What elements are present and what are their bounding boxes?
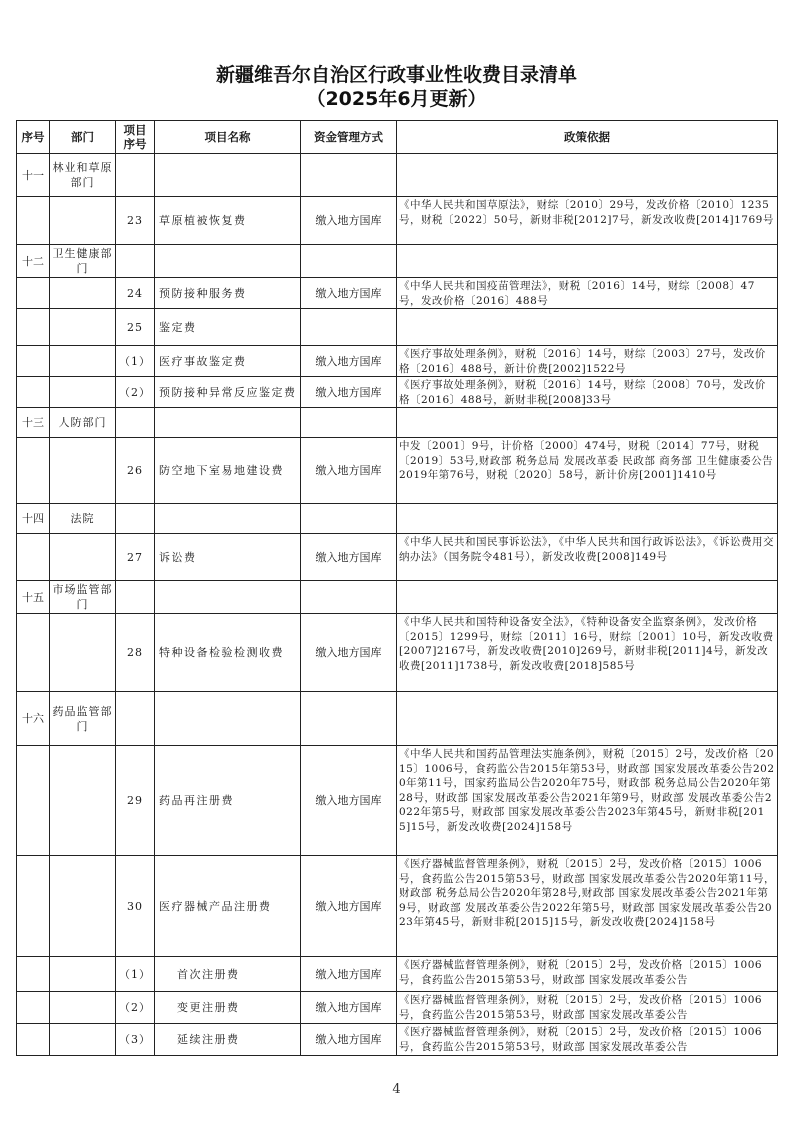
cell-dept xyxy=(50,278,116,309)
cell-policy xyxy=(397,197,778,245)
cell-content: 《医疗器械监督管理条例》，财税〔2015〕2号，发改价格〔2015〕1006号，食药监公告2015第53号，财政部 国家发展改革委公告 xyxy=(399,1026,763,1053)
cell-policy xyxy=(397,278,778,309)
cell-content: 人防部门 xyxy=(58,416,107,429)
cell-content: 卫生健康部门 xyxy=(52,247,113,275)
cell-dept xyxy=(50,154,116,197)
cell-item-seq xyxy=(116,957,155,992)
cell-content: 28 xyxy=(127,646,143,659)
cell-item-seq xyxy=(116,614,155,692)
table-row xyxy=(17,1024,778,1056)
table-row xyxy=(17,278,778,309)
cell-content: 《医疗器械监督管理条例》，财税〔2015〕2号，发改价格〔2015〕1006号，食药监公告2015第53号，财政部 国家发展改革委公告 xyxy=(399,959,763,986)
cell-dept xyxy=(50,746,116,856)
cell-item-seq xyxy=(116,438,155,504)
cell-fund xyxy=(301,309,397,346)
cell-policy xyxy=(397,245,778,278)
cell-fund xyxy=(301,692,397,746)
cell-content: 缴入地方国库 xyxy=(315,214,382,227)
page-number: 4 xyxy=(392,1082,401,1097)
cell-item-name xyxy=(155,245,301,278)
cell-content: 缴入地方国库 xyxy=(315,385,382,399)
cell-content: 缴入地方国库 xyxy=(315,1033,382,1046)
cell-dept xyxy=(50,992,116,1024)
cell-seq xyxy=(17,278,50,309)
cell-item-seq xyxy=(116,154,155,197)
cell-item-name xyxy=(155,992,301,1024)
cell-content: 十一 xyxy=(22,168,44,182)
table-row xyxy=(17,534,778,581)
cell-dept xyxy=(50,346,116,377)
cell-seq xyxy=(17,856,50,957)
cell-content: 《中华人民共和国药品管理法实施条例》，财税〔2015〕2号，发改价格〔2015〕1006号，食药监公告2015年第53号，财政部 国家发展改革委公告2020年第11号，国家药监局公告2020年75号，财政部 税务总局公告2020年第28号，财政部 国家发展改革委公告2021年第9号，财政部 发展改革委公告2022年第5号，财政部 国家发展改革委公告2023年第45号，新财非税[2015]15号，新发改收费[2024]158号 xyxy=(399,748,775,833)
cell-policy xyxy=(397,581,778,614)
cell-dept xyxy=(50,504,116,534)
cell-content: 医疗事故鉴定费 xyxy=(159,354,247,368)
cell-item-seq xyxy=(116,992,155,1024)
cell-seq xyxy=(17,692,50,746)
table-row xyxy=(17,692,778,746)
cell-fund xyxy=(301,346,397,377)
cell-dept xyxy=(50,197,116,245)
cell-item-seq xyxy=(116,692,155,746)
cell-dept xyxy=(50,957,116,992)
cell-content: 防空地下室易地建设费 xyxy=(159,464,284,477)
cell-content: 缴入地方国库 xyxy=(315,1001,382,1014)
cell-item-seq xyxy=(116,504,155,534)
cell-content: 十五 xyxy=(22,590,44,604)
cell-fund xyxy=(301,746,397,856)
cell-seq xyxy=(17,346,50,377)
cell-content: 十三 xyxy=(22,416,44,429)
cell-content: 市场监管部门 xyxy=(52,583,113,611)
header-item-seq-text: 项目序号 xyxy=(123,123,147,151)
table-row xyxy=(17,154,778,197)
cell-content: 30 xyxy=(127,899,143,913)
cell-dept xyxy=(50,534,116,581)
cell-content: 药品再注册费 xyxy=(159,794,234,807)
cell-content: 29 xyxy=(127,794,143,807)
cell-item-name xyxy=(155,957,301,992)
table-row xyxy=(17,346,778,377)
fee-catalog-table xyxy=(16,120,778,1056)
cell-item-name xyxy=(155,614,301,692)
cell-item-name xyxy=(155,377,301,408)
cell-item-name xyxy=(155,197,301,245)
cell-item-seq xyxy=(116,197,155,245)
cell-content: 缴入地方国库 xyxy=(315,464,382,477)
cell-item-name xyxy=(155,278,301,309)
cell-item-seq xyxy=(116,856,155,957)
cell-content: 缴入地方国库 xyxy=(315,550,382,564)
cell-content: 缴入地方国库 xyxy=(315,899,382,913)
cell-content: （2） xyxy=(119,1001,151,1014)
cell-item-seq xyxy=(116,534,155,581)
cell-policy xyxy=(397,692,778,746)
cell-content: 《医疗事故处理条例》，财税〔2016〕14号，财综〔2003〕27号，发改价格〔2016〕488号，新计价费[2002]1522号 xyxy=(399,348,766,375)
cell-policy xyxy=(397,534,778,581)
cell-fund xyxy=(301,957,397,992)
cell-content: 缴入地方国库 xyxy=(315,354,382,368)
cell-policy xyxy=(397,309,778,346)
cell-fund xyxy=(301,408,397,438)
cell-item-seq xyxy=(116,377,155,408)
header-policy: 政策依据 xyxy=(397,121,778,154)
cell-content: 特种设备检验检测收费 xyxy=(159,646,284,659)
cell-item-name xyxy=(155,534,301,581)
cell-seq xyxy=(17,438,50,504)
cell-policy xyxy=(397,856,778,957)
table-row xyxy=(17,856,778,957)
header-fund-mgmt: 资金管理方式 xyxy=(301,121,397,154)
table-row xyxy=(17,377,778,408)
cell-seq xyxy=(17,746,50,856)
cell-policy xyxy=(397,438,778,504)
cell-content: 变更注册费 xyxy=(177,1001,240,1014)
cell-policy xyxy=(397,957,778,992)
table-row xyxy=(17,992,778,1024)
cell-seq xyxy=(17,245,50,278)
cell-content: 林业和草原部门 xyxy=(52,161,113,189)
cell-seq xyxy=(17,408,50,438)
cell-content: 草原植被恢复费 xyxy=(159,214,247,227)
cell-seq xyxy=(17,504,50,534)
cell-seq xyxy=(17,1024,50,1056)
cell-content: 延续注册费 xyxy=(177,1033,240,1046)
cell-policy xyxy=(397,408,778,438)
cell-content: （1） xyxy=(119,354,151,368)
cell-content: 《中华人民共和国疫苗管理法》，财税〔2016〕14号，财综〔2008〕47号，发改价格〔2016〕488号 xyxy=(399,280,755,307)
cell-content: 缴入地方国库 xyxy=(315,646,382,659)
cell-content: 27 xyxy=(127,550,143,564)
cell-content: 药品监管部门 xyxy=(52,704,113,733)
cell-fund xyxy=(301,438,397,504)
cell-content: 首次注册费 xyxy=(177,967,240,981)
cell-item-name xyxy=(155,438,301,504)
cell-content: 《医疗器械监督管理条例》，财税〔2015〕2号，发改价格〔2015〕1006号，食药监公告2015第53号，财政部 国家发展改革委公告2020年第11号，财政部 税务总局公告2020年第28号,财政部 国家发展改革委公告2021年第9号，财政部 发展改革委公告2022年第5号，财政部 国家发展改革委公告2023年第45号，新财非税[2015]15号，新发改收费[2024]158号 xyxy=(399,858,775,928)
cell-fund xyxy=(301,154,397,197)
cell-policy xyxy=(397,992,778,1024)
cell-content: 26 xyxy=(127,464,143,477)
table-row xyxy=(17,408,778,438)
cell-fund xyxy=(301,504,397,534)
cell-content: 十二 xyxy=(22,254,44,268)
cell-content: 医疗器械产品注册费 xyxy=(159,899,272,913)
cell-seq xyxy=(17,992,50,1024)
cell-dept xyxy=(50,245,116,278)
cell-seq xyxy=(17,581,50,614)
cell-policy xyxy=(397,504,778,534)
cell-content: （2） xyxy=(119,385,151,399)
cell-item-seq xyxy=(116,1024,155,1056)
cell-dept xyxy=(50,309,116,346)
cell-fund xyxy=(301,278,397,309)
cell-seq xyxy=(17,377,50,408)
cell-fund xyxy=(301,245,397,278)
cell-seq xyxy=(17,614,50,692)
cell-fund xyxy=(301,197,397,245)
cell-dept xyxy=(50,377,116,408)
cell-dept xyxy=(50,581,116,614)
cell-item-name xyxy=(155,346,301,377)
cell-content: 预防接种异常反应鉴定费 xyxy=(159,385,297,399)
cell-item-seq xyxy=(116,408,155,438)
cell-content: （1） xyxy=(119,967,151,981)
cell-seq xyxy=(17,309,50,346)
cell-policy xyxy=(397,746,778,856)
cell-content: 25 xyxy=(127,320,143,334)
cell-content: 缴入地方国库 xyxy=(315,286,382,300)
cell-item-seq xyxy=(116,278,155,309)
cell-dept xyxy=(50,614,116,692)
cell-dept xyxy=(50,438,116,504)
cell-policy xyxy=(397,614,778,692)
table-row xyxy=(17,504,778,534)
cell-content: 诉讼费 xyxy=(159,550,197,564)
cell-item-name xyxy=(155,309,301,346)
cell-content: （3） xyxy=(119,1033,151,1046)
cell-content: 鉴定费 xyxy=(159,320,197,334)
cell-policy xyxy=(397,154,778,197)
cell-seq xyxy=(17,197,50,245)
cell-item-name xyxy=(155,746,301,856)
cell-item-name xyxy=(155,154,301,197)
cell-item-name xyxy=(155,581,301,614)
cell-item-seq xyxy=(116,746,155,856)
cell-fund xyxy=(301,581,397,614)
cell-fund xyxy=(301,614,397,692)
cell-dept xyxy=(50,856,116,957)
table-row xyxy=(17,614,778,692)
table-body xyxy=(17,154,778,1056)
cell-content: 《中华人民共和国民事诉讼法》，《中华人民共和国行政诉讼法》，《诉讼费用交纳办法》（国务院令481号），新发改收费[2008]149号 xyxy=(399,536,774,563)
header-dept: 部门 xyxy=(50,121,116,154)
table-row xyxy=(17,438,778,504)
document-title: 新疆维吾尔自治区行政事业性收费目录清单 xyxy=(215,64,577,86)
cell-item-name xyxy=(155,856,301,957)
cell-content: 《医疗器械监督管理条例》，财税〔2015〕2号，发改价格〔2015〕1006号，食药监公告2015第53号，财政部 国家发展改革委公告 xyxy=(399,994,763,1021)
document-subtitle: （2025年6月更新） xyxy=(306,88,487,110)
cell-content: 十四 xyxy=(22,512,44,525)
table-row xyxy=(17,197,778,245)
cell-content: 《医疗事故处理条例》，财税〔2016〕14号，财综〔2008〕70号，发改价格〔2016〕488号，新财非税[2008]33号 xyxy=(399,379,766,406)
cell-fund xyxy=(301,1024,397,1056)
cell-seq xyxy=(17,957,50,992)
cell-content: 23 xyxy=(127,214,143,227)
cell-fund xyxy=(301,856,397,957)
header-item-seq xyxy=(116,121,155,154)
cell-seq xyxy=(17,534,50,581)
cell-item-seq xyxy=(116,346,155,377)
cell-policy xyxy=(397,377,778,408)
cell-content: 中发〔2001〕9号，计价格〔2000〕474号，财税〔2014〕77号，财税〔2019〕53号,财政部 税务总局 发展改革委 民政部 商务部 卫生健康委公告2019年第76号，财税〔2020〕58号，新计价房[2001]1410号 xyxy=(399,440,774,481)
cell-item-name xyxy=(155,408,301,438)
cell-content: 法院 xyxy=(70,512,95,525)
cell-content: 缴入地方国库 xyxy=(315,794,382,807)
cell-item-name xyxy=(155,692,301,746)
cell-policy xyxy=(397,1024,778,1056)
cell-item-seq xyxy=(116,245,155,278)
header-seq: 序号 xyxy=(17,121,50,154)
cell-content: 《中华人民共和国特种设备安全法》，《特种设备安全监察条例》，发改价格〔2015〕1299号，财综〔2011〕16号，财综〔2001〕10号，新发改收费[2007]2167号，新发改收费[2010]269号，新财非税[2011]4号，新发改收费[2011]1738号，新发改收费[2018]585号 xyxy=(399,616,774,672)
cell-dept xyxy=(50,692,116,746)
table-row xyxy=(17,746,778,856)
cell-content: 预防接种服务费 xyxy=(159,286,247,300)
cell-content: 缴入地方国库 xyxy=(315,967,382,981)
table-header-row xyxy=(17,121,778,154)
cell-fund xyxy=(301,992,397,1024)
cell-dept xyxy=(50,1024,116,1056)
table-row xyxy=(17,309,778,346)
table-row xyxy=(17,581,778,614)
cell-content: 十六 xyxy=(22,712,44,725)
cell-content: 《中华人民共和国草原法》，财综〔2010〕29号，发改价格〔2010〕1235号，财税〔2022〕50号，新财非税[2012]7号，新发改收费[2014]1769号 xyxy=(399,199,774,226)
table-row xyxy=(17,957,778,992)
cell-seq xyxy=(17,154,50,197)
table-row xyxy=(17,245,778,278)
cell-item-seq xyxy=(116,309,155,346)
cell-item-name xyxy=(155,1024,301,1056)
cell-item-name xyxy=(155,504,301,534)
cell-content: 24 xyxy=(127,286,143,300)
header-item-name: 项目名称 xyxy=(155,121,301,154)
cell-fund xyxy=(301,534,397,581)
cell-item-seq xyxy=(116,581,155,614)
cell-policy xyxy=(397,346,778,377)
cell-dept xyxy=(50,408,116,438)
cell-fund xyxy=(301,377,397,408)
